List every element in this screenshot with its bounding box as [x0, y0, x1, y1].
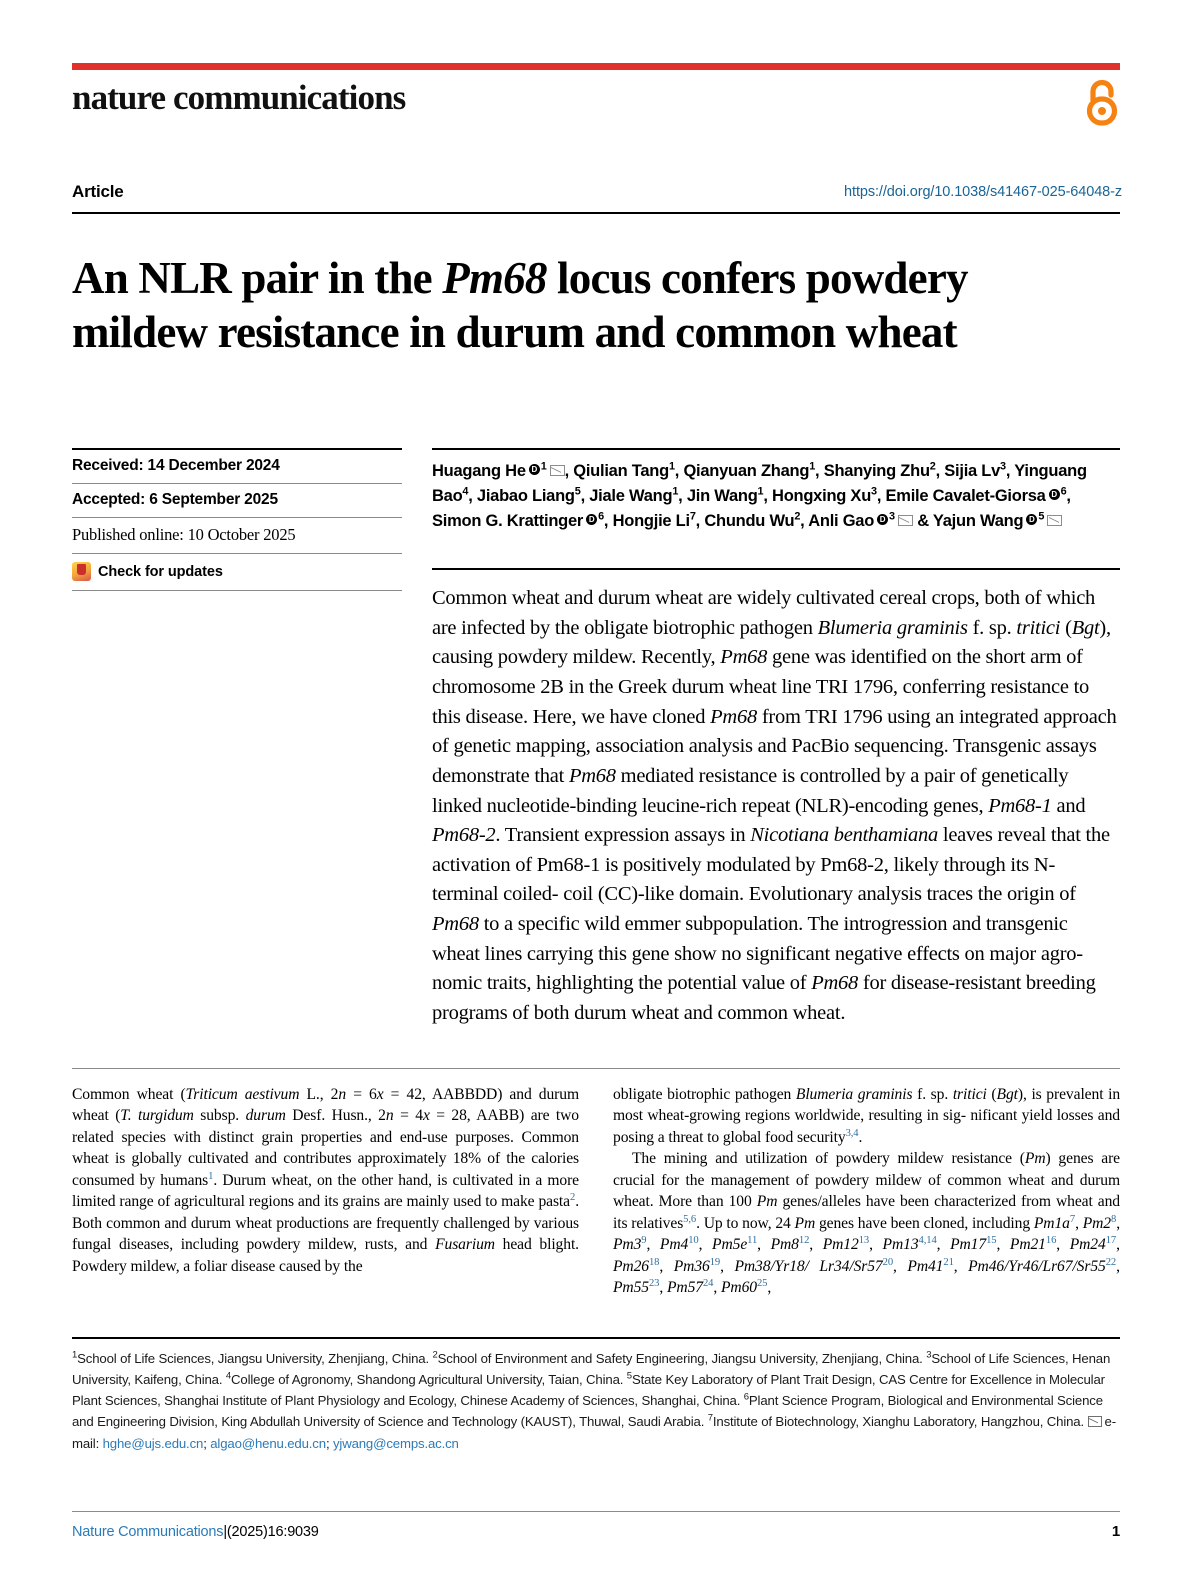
footer-journal-name[interactable]: Nature Communications [72, 1524, 224, 1540]
author-name[interactable]: Huagang He [432, 462, 526, 480]
affiliation-text: College of Agronomy, Shandong Agricultural University, Taian, China. [231, 1372, 624, 1388]
author-affiliation-ref: 5 [1038, 510, 1045, 523]
author-name[interactable]: Hongjie Li [612, 512, 690, 531]
published-date: Published online: 10 October 2025 [72, 517, 402, 553]
corresponding-email-2[interactable]: algao@henu.edu.cn [210, 1435, 326, 1451]
body-columns [72, 1084, 1120, 1298]
page-number: 1 [1111, 1523, 1120, 1540]
header-divider [72, 212, 1120, 214]
affiliation-text: School of Life Sciences, Henan University, Kaifeng, China. [72, 1351, 1111, 1388]
rail-bottom-divider [72, 590, 402, 591]
author-affiliation-ref: 3 [889, 510, 895, 523]
email-icon[interactable] [898, 515, 913, 526]
author-name[interactable]: Hongxing Xu [772, 487, 872, 506]
author-name[interactable]: Chundu Wu [704, 512, 795, 531]
received-date: Received: 14 December 2024 [72, 448, 402, 483]
affiliation-text: State Key Laboratory of Plant Trait Design, CAS Centre for Excellence in Molecular Plant Sciences, Shanghai Institute of Plant Physiology and Ecology, Chinese Academy of Sciences, Shanghai, China. [72, 1372, 1105, 1409]
author-affiliation-ref: 1 [757, 485, 764, 498]
author-affiliation-ref: 7 [689, 510, 696, 523]
article-type-label: Article [72, 182, 124, 201]
orcid-icon[interactable] [877, 514, 888, 525]
email-icon[interactable] [550, 465, 565, 476]
crossmark-icon [72, 562, 91, 581]
author-name[interactable]: Qiulian Tang [573, 462, 669, 480]
affiliation-number: 3 [926, 1349, 932, 1361]
affiliation-text: Plant Science Program, Biological and Environmental Science and Engineering Division, King Abdullah University of Science and Technology (KAUST), Thuwal, Saudi Arabia. [72, 1393, 1103, 1430]
orcid-icon[interactable] [586, 514, 597, 525]
email-icon [1088, 1416, 1102, 1427]
email-icon[interactable] [1047, 515, 1062, 526]
page-title [72, 252, 1072, 359]
page-footer [72, 1523, 1120, 1540]
author-name[interactable]: Shanying Zhu [823, 462, 930, 480]
author-affiliation-ref: 1 [809, 460, 816, 473]
body-top-divider [72, 1068, 1120, 1069]
author-name[interactable]: Sijia Lv [944, 462, 1001, 480]
body-column-right [613, 1084, 1120, 1298]
open-access-lock-icon [1082, 78, 1122, 126]
author-affiliation-ref: 3 [871, 485, 877, 498]
author-affiliation-ref: 6 [598, 510, 604, 523]
footer-divider [72, 1511, 1120, 1512]
title-gene-name: Pm68 [442, 253, 547, 304]
author-affiliation-ref: 6 [1060, 485, 1067, 498]
orcid-icon[interactable] [1026, 514, 1037, 525]
email-label: e-mail: [72, 1414, 1116, 1451]
author-affiliation-ref: 1 [668, 460, 675, 473]
author-affiliation-ref: 1 [672, 485, 679, 498]
orcid-icon[interactable] [1049, 489, 1060, 500]
body-paragraph-1: obligate biotrophic pathogen Blumeria graminis f. sp. tritici (Bgt), is prevalent in most wheat-growing regions worldwide, resulting in sig- nificant yield losses and posing a threat to global food security$^{3,4}$. [613, 1086, 1121, 1146]
affiliation-text: School of Environment and Safety Engineering, Jiangsu University, Zhenjiang, China. [437, 1351, 923, 1366]
author-affiliation-ref: 2 [929, 460, 936, 473]
author-name[interactable]: Jiale Wang [589, 487, 673, 506]
accepted-date: Accepted: 6 September 2025 [72, 483, 402, 517]
doi-link[interactable]: https://doi.org/10.1038/s41467-025-64048-z [844, 184, 1122, 200]
author-name[interactable]: Qianyuan Zhang [683, 462, 810, 480]
corresponding-email-1[interactable]: hghe@ujs.edu.cn [102, 1435, 204, 1451]
author-name[interactable]: Simon G. Krattinger [432, 512, 584, 531]
author-name[interactable]: Jiabao Liang [476, 487, 575, 506]
author-name[interactable]: Jin Wang [686, 487, 758, 506]
affiliation-number: 6 [743, 1391, 749, 1403]
author-name[interactable]: Anli Gao [808, 512, 875, 531]
footer-separator: | [223, 1524, 227, 1540]
orcid-icon[interactable] [529, 464, 540, 475]
affiliation-text: School of Life Sciences, Jiangsu University, Zhenjiang, China. [77, 1351, 429, 1366]
authors-and-abstract [432, 448, 1120, 1028]
author-affiliation-ref: 5 [574, 485, 581, 498]
check-for-updates-button[interactable] [72, 553, 402, 581]
body-paragraph-2: The mining and utilization of powdery mildew resistance (Pm) genes are crucial for the management of powdery mildew of common wheat and durum wheat. More than 100 Pm genes/alleles have been characterized from wheat and its relatives$^{5,6}$. Up to now, 24 Pm genes have been cloned, including Pm1a$^7$, Pm2$^8$, Pm3$^9$, Pm4$^{10}$, Pm5e$^{11}$, Pm8$^{12}$, Pm12$^{13}$, Pm13$^{4,14}$, Pm17$^{15}$, Pm21$^{16}$, Pm24$^{17}$, Pm26$^{18}$, Pm36$^{19}$, Pm38/Yr18/ Lr34/Sr57$^{20}$, Pm41$^{21}$, Pm46/Yr46/Lr67/Sr55$^{22}$, Pm55$^{23}$, Pm57$^{24}$, Pm60$^{25}$, [613, 1150, 1121, 1296]
affiliation-text: Institute of Biotechnology, Xianghu Laboratory, Hangzhou, China. [712, 1414, 1085, 1430]
abstract-text: Common wheat and durum wheat are widely cultivated cereal crops, both of which are infected by the obligate biotrophic pathogen Blumeria graminis f. sp. tritici (Bgt), causing powdery mildew. Recently, Pm68 gene was identified on the short arm of chromosome 2B in the Greek durum wheat line TRI 1796, conferring resistance to this disease. Here, we have cloned Pm68 from TRI 1796 using an integrated approach of genetic mapping, association analysis and PacBio sequencing. Transgenic assays demonstrate that Pm68 mediated resistance is controlled by a pair of genetically linked nucleotide-binding leucine-rich repeat (NLR)-encoding genes, Pm68-1 and Pm68-2. Transient expression assays in Nicotiana benthamiana leaves reveal that the activation of Pm68-1 is positively modulated by Pm68-2, likely through its N-terminal coiled- coil (CC)-like domain. Evolutionary analysis traces the origin of Pm68 to a specific wild emmer subpopulation. The introgression and transgenic wheat lines carrying this gene show no significant negative effects on major agro- nomic traits, highlighting the potential value of Pm68 for disease-resistant breeding programs of both durum wheat and common wheat. [432, 568, 1120, 1028]
author-affiliation-ref: 2 [794, 510, 801, 523]
affiliation-number: 1 [72, 1349, 78, 1361]
author-name[interactable]: Yinguang Bao [432, 462, 1087, 506]
title-part-1: An NLR pair in the [72, 253, 443, 304]
affiliation-number: 4 [225, 1370, 232, 1382]
footer-citation: (2025)16:9039 [226, 1524, 319, 1540]
affiliations-divider [72, 1337, 1120, 1339]
footer-citation-group [72, 1524, 319, 1540]
author-affiliation-ref: 4 [462, 485, 469, 498]
body-column-left: Common wheat (Triticum aestivum L., 2n = 6x = 42, AABBDD) and durum wheat (T. turgidum subsp. durum Desf. Husn., 2n = 4x = 28, AABB) are two related species with distinct grain properties and end-use purposes. Common wheat is globally cultivated and contributes approximately 18% of the calories consumed by humans$^1$. Durum wheat, on the other hand, is cultivated in a more limited range of agricultural regions and its grains are mainly used to make pasta$^2$. Both common and durum wheat productions are frequently challenged by various fungal diseases, including powdery mildew, rusts, and Fusarium head blight. Powdery mildew, a foliar disease caused by the [72, 1086, 579, 1275]
author-name[interactable]: Emile Cavalet-Giorsa [885, 487, 1046, 506]
corresponding-email-3[interactable]: yjwang@cemps.ac.cn [332, 1435, 459, 1451]
publication-dates-rail [72, 448, 402, 591]
author-list: Huagang He D $^1$ , Qiulian Tang$^1$, Qianyuan Zhang$^1$, Shanying Zhu$^2$, Sijia Lv$^3$, Yinguang Bao$^4$, Jiabao Liang$^5$, Jiale Wang$^1$, Jin Wang$^1$, Hongxing Xu$^3$, Emile Cavalet-Giorsa D $^6$, Simon G. Krattinger D $^6$, Hongjie Li$^7$, Chundu Wu$^2$, Anli GaoD $^3$ & Yajun Wang D $^5$ [432, 448, 1120, 534]
author-affiliation-ref: 1 [540, 460, 547, 473]
check-for-updates-label: Check for updates [98, 563, 223, 580]
title-part-2: locus confers powdery mildew resistance in durum and common wheat [72, 253, 968, 357]
affiliation-number: 7 [707, 1412, 713, 1424]
journal-masthead: nature communications [72, 78, 406, 117]
affiliations-block: $^1$School of Life Sciences, Jiangsu University, Zhenjiang, China. $^2$School of Environment and Safety Engineering, Jiangsu University, Zhenjiang, China. $^3$School of Life Sciences, Henan University, Kaifeng, China. $^4$College of Agronomy, Shandong Agricultural University, Taian, China. $^5$State Key Laboratory of Plant Trait Design, CAS Centre for Excellence in Molecular Plant Sciences, Shanghai Institute of Plant Physiology and Ecology, Chinese Academy of Sciences, Shanghai, China. $^6$Plant Science Program, Biological and Environmental Science and Engineering Division, King Abdullah University of Science and Technology (KAUST), Thuwal, Saudi Arabia. $^7$Institute of Biotechnology, Xianghu Laboratory, Hangzhou, China. e-mail: hghe@ujs.edu.cn; algao@henu.edu.cn; yjwang@cemps.ac.cn [72, 1349, 1116, 1451]
affiliation-number: 2 [432, 1349, 438, 1361]
affiliation-number: 5 [626, 1370, 632, 1382]
brand-red-rule [72, 63, 1120, 70]
author-affiliation-ref: 3 [1000, 460, 1006, 473]
author-name[interactable]: Yajun Wang [932, 512, 1024, 531]
